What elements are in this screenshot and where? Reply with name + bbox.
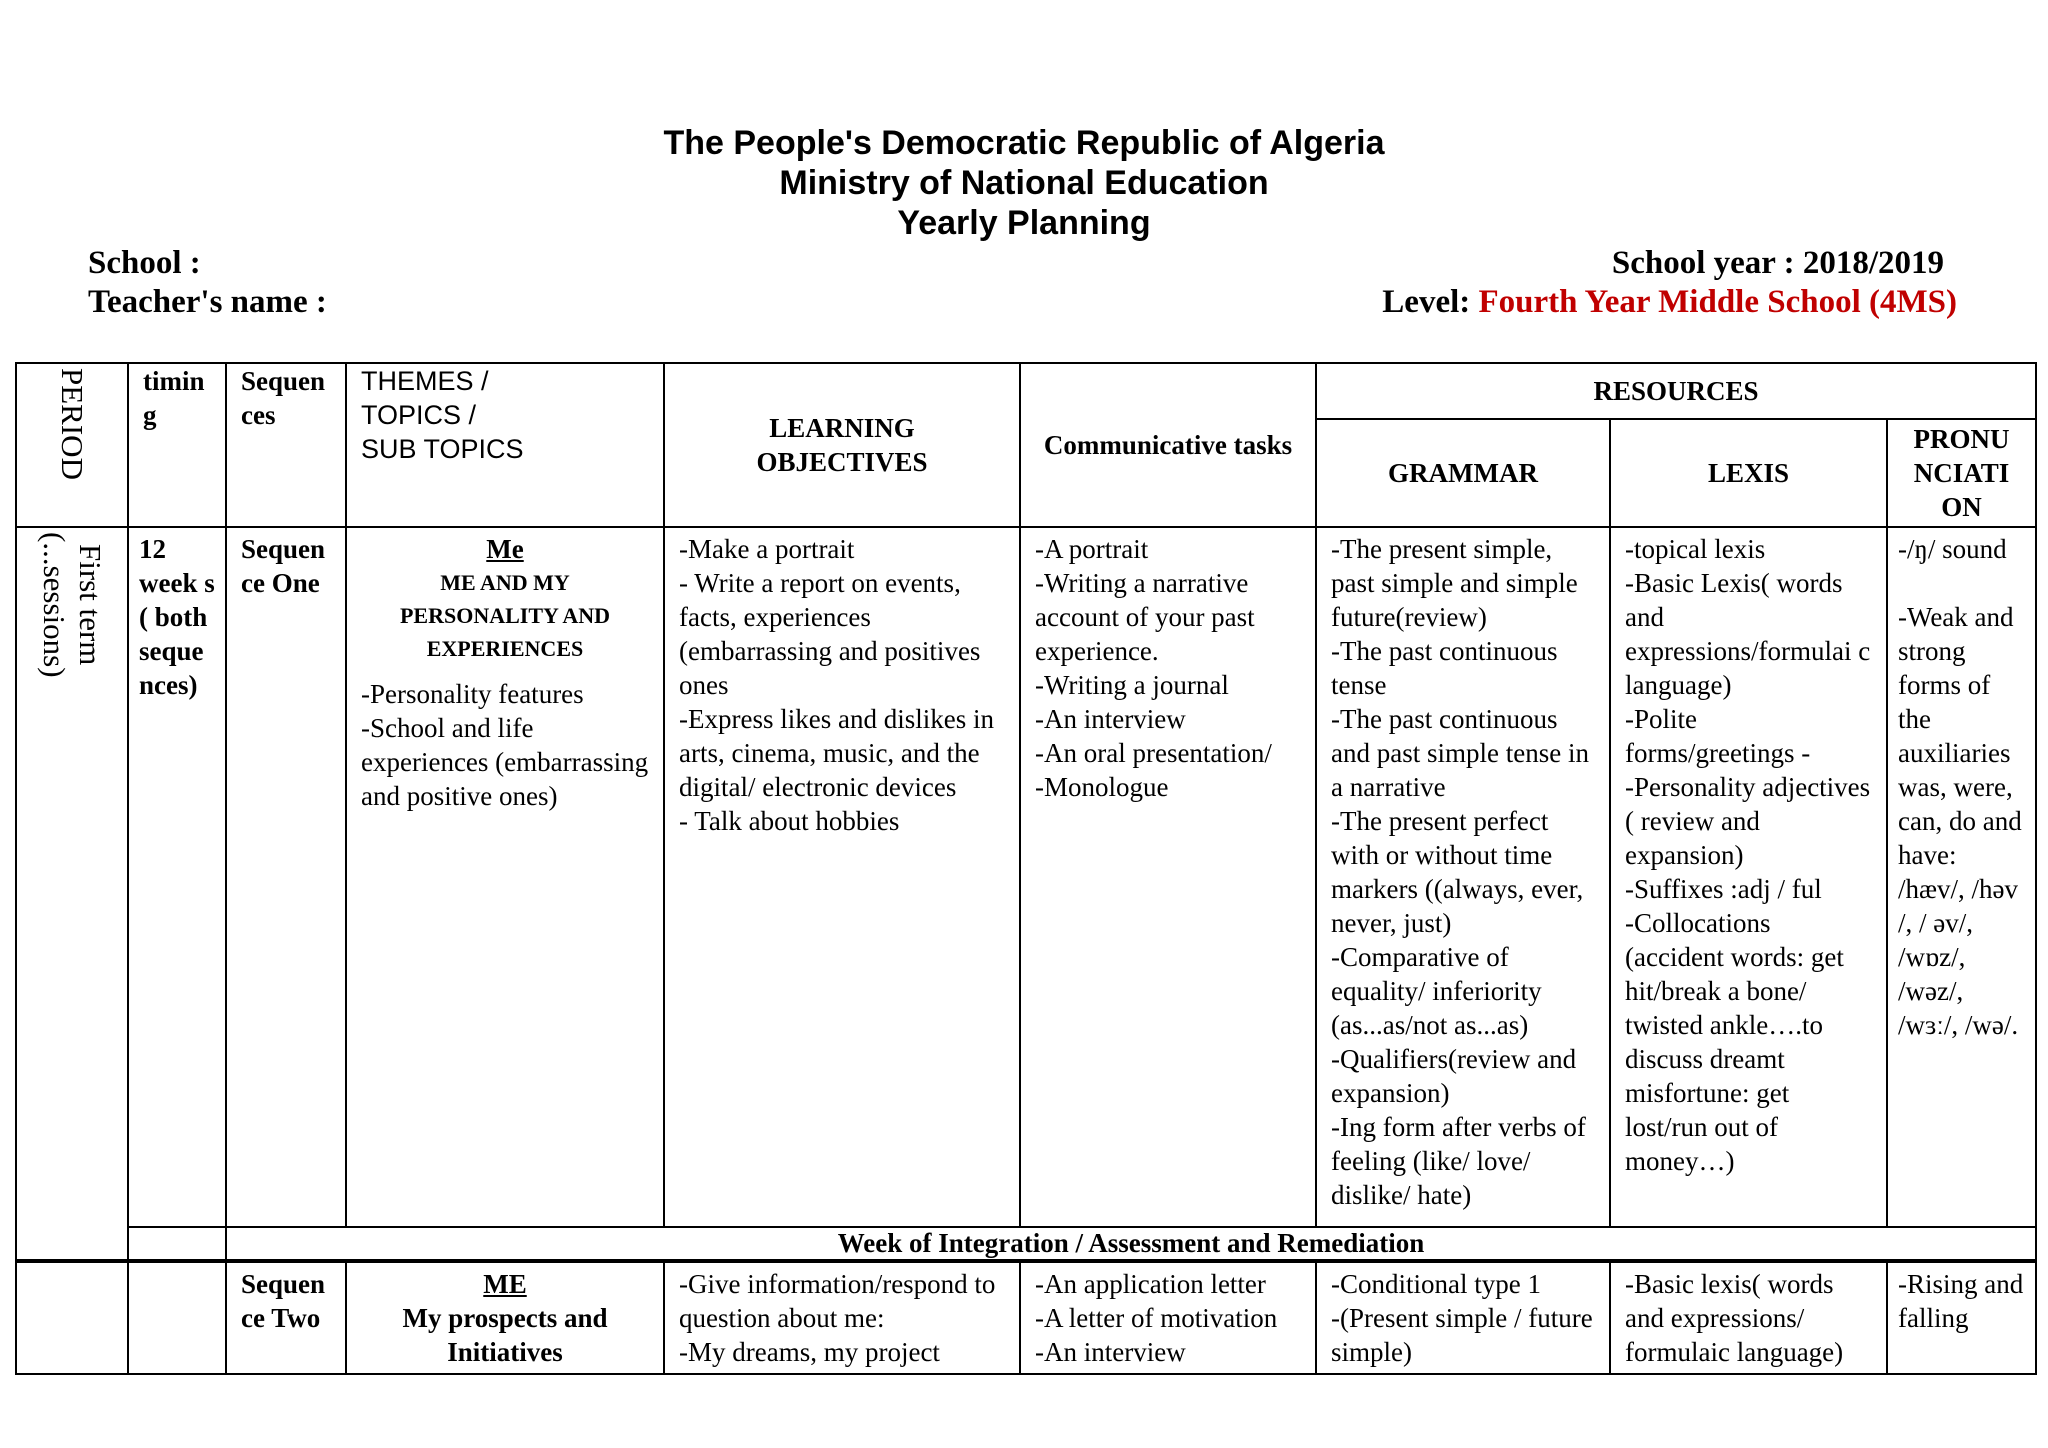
list-item: -Collocations (accident words: get hit/break a bone/ twisted ankle….to discuss dreamt misfortune: get lost/run out of money…) xyxy=(1625,908,1844,1176)
list-item: -Polite forms/greetings - xyxy=(1625,704,1811,768)
list-item: -/ŋ/ sound xyxy=(1898,534,2007,564)
resources-header: RESOURCES xyxy=(1316,363,2036,419)
sequence-cell: Sequen ce One xyxy=(226,527,346,1227)
grammar-header: GRAMMAR xyxy=(1316,419,1610,527)
sequences-header: Sequen ces xyxy=(226,363,346,527)
table-row xyxy=(16,527,2036,1227)
list-item: -The past continuous tense xyxy=(1331,636,1558,700)
tasks-cell xyxy=(1020,527,1316,1227)
list-item: -The past continuous and past simple tense in a narrative xyxy=(1331,704,1589,802)
theme-title: Me xyxy=(486,534,524,564)
period-header: PERIOD xyxy=(16,363,128,527)
list-item: -Comparative of equality/ inferiority (as...as/not as...as) xyxy=(1331,942,1542,1040)
theme-subtitle: ME AND MY PERSONALITY AND EXPERIENCES xyxy=(399,570,611,661)
header-row-1 xyxy=(16,363,2036,419)
list-item: -Qualifiers(review and expansion) xyxy=(1331,1044,1577,1108)
level xyxy=(1382,283,1957,321)
tasks-cell xyxy=(1020,1261,1316,1374)
yearly-plan-table xyxy=(15,362,2037,1375)
pronunciation-cell xyxy=(1887,1261,2036,1374)
teacher-label: Teacher's name : xyxy=(88,284,327,320)
lexis-cell xyxy=(1610,1261,1887,1374)
table-row xyxy=(16,1261,2036,1374)
lexis-cell xyxy=(1610,527,1887,1227)
list-item: -The present simple, past simple and simple future(review) xyxy=(1331,534,1578,632)
integration-label: Week of Integration / Assessment and Remediation xyxy=(226,1227,2036,1261)
pronunciation-header: PRONU NCIATI ON xyxy=(1887,419,2036,527)
level-label: Level: xyxy=(1382,284,1471,320)
list-item: - Write a report on events, facts, experiences (embarrassing and positives ones xyxy=(679,568,981,700)
level-value: Fourth Year Middle School (4MS) xyxy=(1478,284,1957,320)
list-item: -Weak and strong forms of the auxiliaries was, were, can, do and have: /hæv/, /həv /, / əv/, /wɒz/, /wəz/, /wɜː/, /wə/. xyxy=(1898,602,2022,1040)
list-item: -An interview xyxy=(1035,704,1186,734)
period-cell xyxy=(16,1261,128,1374)
school-label: School : xyxy=(88,245,201,281)
timing-cell: 12 week s ( both seque nces) xyxy=(128,527,226,1227)
list-item: -An oral presentation/ xyxy=(1035,738,1272,768)
theme-title: ME xyxy=(483,1269,527,1299)
list-item: -topical lexis xyxy=(1625,534,1766,564)
list-item: -An application letter xyxy=(1035,1269,1266,1299)
list-item: -A letter of motivation xyxy=(1035,1303,1278,1333)
list-item: -Basic lexis( words and expressions/ formulaic language) xyxy=(1625,1269,1844,1367)
list-item: - Talk about hobbies xyxy=(679,806,900,836)
objectives-cell xyxy=(664,527,1020,1227)
tasks-header: Communicative tasks xyxy=(1020,363,1316,527)
list-item: -Make a portrait xyxy=(679,534,855,564)
lexis-header: LEXIS xyxy=(1610,419,1887,527)
list-item: -Give information/respond to question about me: xyxy=(679,1269,996,1333)
theme-cell xyxy=(346,527,664,1227)
objectives-cell xyxy=(664,1261,1020,1374)
ministry-title: Ministry of National Education xyxy=(779,164,1269,202)
document-title: Yearly Planning xyxy=(897,204,1151,242)
list-item: -Basic Lexis( words and expressions/formulai c language) xyxy=(1625,568,1871,700)
list-item: -School and life experiences (embarrassing and positive ones) xyxy=(361,713,649,811)
list-item: -Rising and falling xyxy=(1898,1269,2024,1333)
pronunciation-cell xyxy=(1887,527,2036,1227)
school-year: School year : 2018/2019 xyxy=(1611,245,1944,281)
grammar-cell xyxy=(1316,1261,1610,1374)
list-item: -Conditional type 1 xyxy=(1331,1269,1541,1299)
list-item: -A portrait xyxy=(1035,534,1149,564)
list-item: -The present perfect with or without time markers ((always, ever, never, just) xyxy=(1331,806,1584,938)
themes-header: THEMES / TOPICS / SUB TOPICS xyxy=(346,363,664,527)
list-item: -Express likes and dislikes in arts, cinema, music, and the digital/ electronic devices xyxy=(679,704,994,802)
list-item: -Ing form after verbs of feeling (like/ love/ dislike/ hate) xyxy=(1331,1112,1586,1210)
list-item: -Writing a narrative account of your past experience. xyxy=(1035,568,1255,666)
grammar-cell xyxy=(1316,527,1610,1227)
list-item: -Personality adjectives ( review and expansion) xyxy=(1625,772,1871,870)
list-item: -(Present simple / future simple) xyxy=(1331,1303,1593,1367)
theme-subtitle: My prospects and Initiatives xyxy=(402,1303,608,1367)
period-label: First term (...sessions) xyxy=(37,532,108,678)
period-cell xyxy=(16,527,128,1261)
sequence-cell: Sequen ce Two xyxy=(226,1261,346,1374)
integration-row xyxy=(16,1227,2036,1261)
list-item: -My dreams, my project xyxy=(679,1337,940,1367)
list-item: -Suffixes :adj / ful xyxy=(1625,874,1822,904)
theme-cell xyxy=(346,1261,664,1374)
list-item: -Writing a journal xyxy=(1035,670,1229,700)
country-title: The People's Democratic Republic of Algeria xyxy=(663,124,1385,162)
timing-header: timin g xyxy=(128,363,226,527)
list-item: -Personality features xyxy=(361,679,584,709)
list-item: -An interview xyxy=(1035,1337,1186,1367)
list-item: -Monologue xyxy=(1035,772,1169,802)
empty-cell xyxy=(128,1227,226,1261)
timing-cell xyxy=(128,1261,226,1374)
objectives-header: LEARNING OBJECTIVES xyxy=(664,363,1020,527)
